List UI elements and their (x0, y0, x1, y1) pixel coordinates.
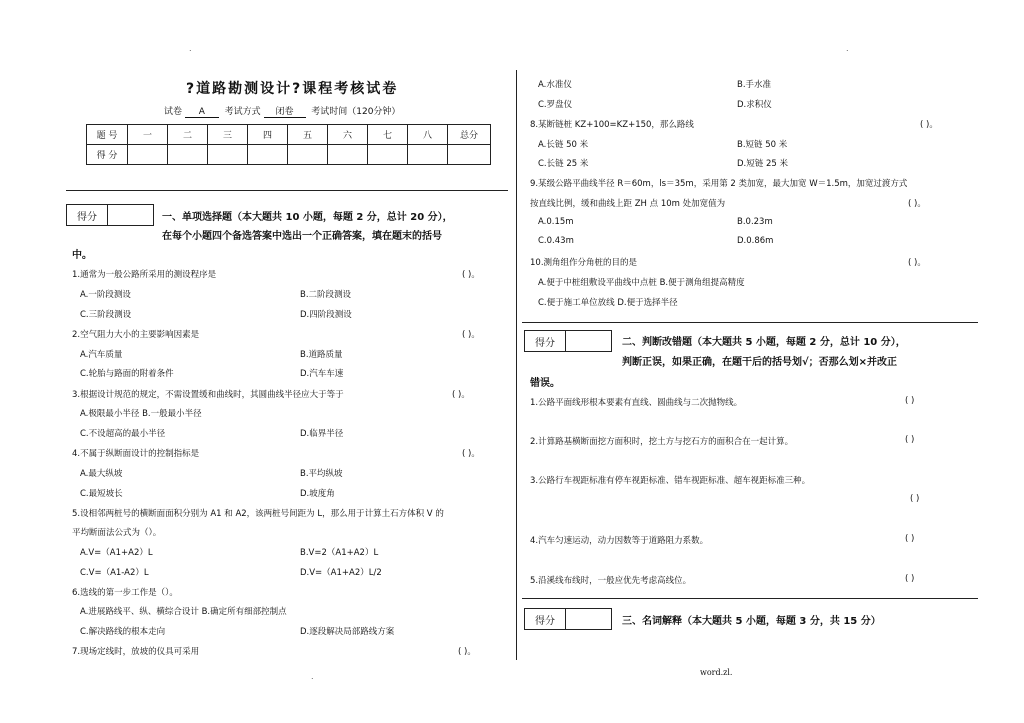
section3-heading: 三、名词解释（本大题共 5 小题，每题 3 分，共 15 分） (622, 616, 881, 627)
option[interactable]: B.短链 50 米 (737, 140, 788, 150)
option[interactable]: D.四阶段测设 (300, 310, 352, 320)
section1-heading: 一、单项选择题（本大题共 10 小题，每题 2 分，总计 20 分）， (162, 212, 453, 223)
score-input-cell[interactable] (328, 145, 368, 165)
score-table-header-row (87, 125, 491, 145)
question-6: 6.选线的第一步工作是（）。 (72, 588, 178, 598)
question-8: 8.某断链桩 KZ+100=KZ+150，那么路线 (530, 120, 694, 130)
score-box-section2 (524, 330, 612, 352)
corner-dot: . (189, 44, 192, 53)
separator-line (66, 190, 508, 191)
option[interactable]: D.短链 25 米 (737, 159, 788, 169)
answer-paren[interactable]: ( )。 (920, 120, 938, 130)
corner-dot: . (846, 44, 849, 53)
option[interactable]: B.手水准 (737, 80, 772, 90)
column-divider (516, 70, 517, 660)
judge-question: 1.公路平面线形根本要素有直线、圆曲线与二次抛物线。 (530, 398, 743, 408)
section1-heading-end: 中。 (72, 250, 92, 261)
score-input-cell[interactable] (248, 145, 288, 165)
judge-question: 2.计算路基横断面挖方面积时，挖土方与挖石方的面积合在一起计算。 (530, 437, 794, 447)
time-label: 考试时间（120分钟） (311, 107, 401, 117)
footer-text: word.zl. (700, 668, 733, 677)
option[interactable]: B.平均纵坡 (300, 469, 343, 479)
score-input-cell[interactable] (208, 145, 248, 165)
score-header-cell: 总分 (448, 125, 491, 145)
exam-meta (164, 104, 400, 118)
question-2: 2.空气阻力大小的主要影响因素是 (72, 330, 200, 340)
option[interactable]: A.一阶段测设 (80, 290, 131, 300)
score-header-cell: 五 (288, 125, 328, 145)
option[interactable]: C.三阶段测设 (80, 310, 132, 320)
answer-paren[interactable]: ( ) (905, 534, 915, 544)
question-5: 5.设相邻两桩号的横断面面积分别为 A1 和 A2，该两桩号间距为 L，那么用于计算土石方体积 V 的 (72, 509, 444, 519)
judge-question: 3.公路行车视距标准有停车视距标准、错车视距标准、超车视距标准三种。 (530, 476, 811, 486)
option[interactable]: C.便于施工单位放线 D.便于选择半径 (538, 298, 678, 308)
judge-question: 5.沿溪线布线时，一般应优先考虑高线位。 (530, 576, 692, 586)
method-value: 闭卷 (264, 104, 306, 118)
separator-line (522, 322, 978, 323)
answer-paren[interactable]: ( )。 (908, 199, 926, 209)
question-10: 10.测角组作分角桩的目的是 (530, 258, 638, 268)
option[interactable]: C.0.43m (538, 236, 574, 246)
score-row-label: 得 分 (87, 145, 128, 165)
option[interactable]: A.极限最小半径 B.一般最小半径 (80, 409, 202, 419)
answer-paren[interactable]: ( )。 (458, 647, 476, 657)
score-header-cell: 二 (168, 125, 208, 145)
option[interactable]: D.0.86m (737, 236, 774, 246)
score-header-cell: 三 (208, 125, 248, 145)
score-header-cell: 题 号 (87, 125, 128, 145)
option[interactable]: A.便于中桩组敷设平曲线中点桩 B.便于测角组提高精度 (538, 278, 745, 288)
question-3: 3.根据设计规范的规定，不需设置缓和曲线时，其圆曲线半径应大于等于 (72, 390, 344, 400)
section2-heading-cont: 判断正误，如果正确，在题干后的括号划√；否那么划×并改正 (622, 357, 898, 368)
answer-paren[interactable]: ( )。 (462, 330, 480, 340)
option[interactable]: C.轮胎与路面的附着条件 (80, 369, 174, 379)
question-5-cont: 平均断面法公式为（）。 (72, 528, 162, 538)
option[interactable]: D.逐段解决局部路线方案 (300, 627, 395, 637)
option[interactable]: C.解决路线的根本走向 (80, 627, 166, 637)
answer-paren[interactable]: ( )。 (462, 270, 480, 280)
option[interactable]: D.坡度角 (300, 489, 335, 499)
judge-question: 4.汽车匀速运动，动力因数等于道路阻力系数。 (530, 536, 709, 546)
option[interactable]: A.进展路线平、纵、横综合设计 B.确定所有细部控制点 (80, 607, 287, 617)
score-header-cell: 一 (128, 125, 168, 145)
paper-value: A (185, 107, 219, 118)
option[interactable]: A.长链 50 米 (538, 140, 589, 150)
score-input-cell[interactable] (368, 145, 408, 165)
corner-dot: . (311, 672, 314, 681)
question-9: 9.某级公路平曲线半径 R＝60m，ls＝35m，采用第 2 类加宽，最大加宽 W＝1.5m，加宽过渡方式 (530, 179, 908, 189)
score-header-cell: 六 (328, 125, 368, 145)
answer-paren[interactable]: ( )。 (462, 449, 480, 459)
score-header-cell: 八 (408, 125, 448, 145)
score-input-cell[interactable] (288, 145, 328, 165)
option[interactable]: A.水准仪 (538, 80, 572, 90)
option[interactable]: C.最短坡长 (80, 489, 123, 499)
option[interactable]: A.0.15m (538, 217, 574, 227)
option[interactable]: D.汽车车速 (300, 369, 344, 379)
question-1: 1.通常为一般公路所采用的测设程序是 (72, 270, 217, 280)
option[interactable]: B.V=2（A1+A2）L (300, 548, 379, 558)
score-input-cell[interactable] (168, 145, 208, 165)
score-input-cell[interactable] (448, 145, 491, 165)
answer-paren[interactable]: ( ) (910, 494, 920, 504)
section2-heading-end: 错误。 (530, 378, 560, 389)
separator-line (522, 598, 978, 599)
score-header-cell: 七 (368, 125, 408, 145)
option[interactable]: C.长链 25 米 (538, 159, 589, 169)
question-9-cont: 按直线比例，缓和曲线上距 ZH 点 10m 处加宽值为 (530, 199, 726, 209)
answer-paren[interactable]: ( ) (905, 574, 915, 584)
score-input-cell[interactable] (408, 145, 448, 165)
score-table (86, 124, 491, 165)
score-header-cell: 四 (248, 125, 288, 145)
option[interactable]: D.临界半径 (300, 429, 344, 439)
section2-heading: 二、判断改错题（本大题共 5 小题，每题 2 分，总计 10 分）， (622, 337, 906, 348)
option[interactable]: B.0.23m (737, 217, 773, 227)
score-box-label: 得分 (525, 609, 566, 629)
score-box-label: 得分 (525, 331, 566, 351)
page-title: ?道路勘测设计?课程考核试卷 (186, 81, 399, 97)
option[interactable]: C.不设超高的最小半径 (80, 429, 166, 439)
score-input-cell[interactable] (128, 145, 168, 165)
section1-heading-cont: 在每个小题四个备选答案中选出一个正确答案，填在题末的括号 (162, 231, 442, 242)
option[interactable]: C.V=（A1-A2）L (80, 568, 149, 578)
paper-label: 试卷 (164, 107, 183, 117)
option[interactable]: B.道路质量 (300, 350, 343, 360)
question-7: 7.现场定线时，放坡的仪具可采用 (72, 647, 200, 657)
option[interactable]: C.罗盘仪 (538, 100, 573, 110)
option[interactable]: A.V=（A1+A2）L (80, 548, 153, 558)
score-box-section1 (66, 204, 154, 226)
score-box-section3 (524, 608, 612, 630)
answer-paren[interactable]: ( ) (905, 396, 915, 406)
score-box-label: 得分 (67, 205, 108, 225)
question-4: 4.不属于纵断面设计的控制指标是 (72, 449, 200, 459)
answer-paren[interactable]: ( )。 (908, 258, 926, 268)
method-label: 考试方式 (224, 107, 261, 117)
option[interactable]: D.求积仪 (737, 100, 772, 110)
option[interactable]: D.V=（A1+A2）L/2 (300, 568, 382, 578)
answer-paren[interactable]: ( )。 (452, 390, 470, 400)
option[interactable]: A.最大纵坡 (80, 469, 123, 479)
score-table-score-row (87, 145, 491, 165)
option[interactable]: A.汽车质量 (80, 350, 123, 360)
option[interactable]: B.二阶段测设 (300, 290, 352, 300)
answer-paren[interactable]: ( ) (905, 435, 915, 445)
